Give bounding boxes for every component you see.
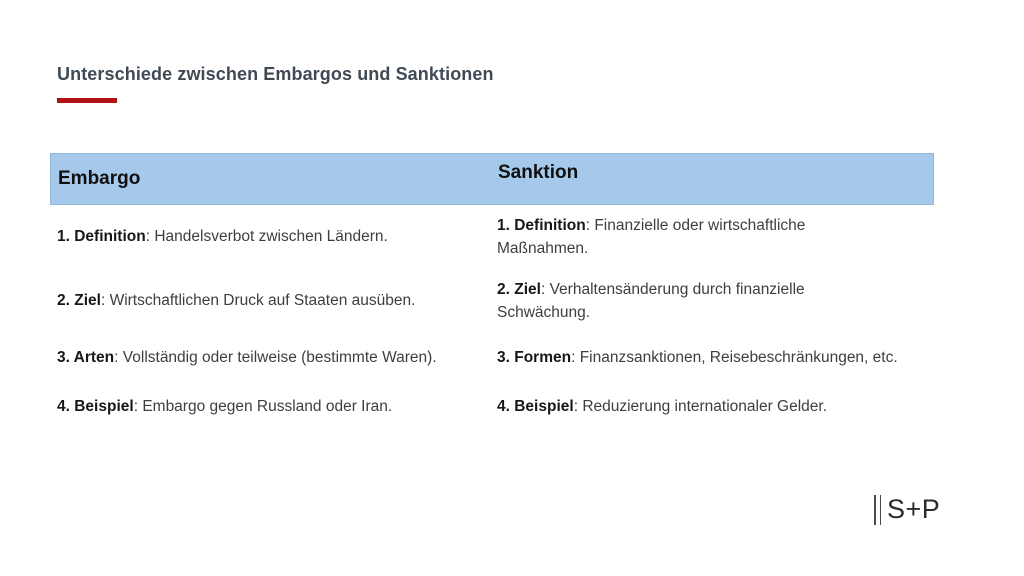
- table-body: [50, 205, 934, 431]
- logo-bars-icon: [874, 495, 885, 525]
- column-header-embargo: Embargo: [58, 168, 141, 189]
- separator: :: [571, 348, 580, 366]
- cell-sanktion-ziel: 2. Ziel: Verhaltensänderung durch finanzielle Schwächung.: [497, 280, 805, 321]
- cell-text: Finanzielle oder wirtschaftliche Maßnahmen.: [497, 216, 806, 257]
- cell-sanktion-formen: 3. Formen: Finanzsanktionen, Reisebeschränkungen, etc.: [497, 348, 898, 366]
- cell-text: Wirtschaftlichen Druck auf Staaten ausüben.: [109, 292, 416, 310]
- separator: :: [540, 280, 550, 298]
- logo-bar: [880, 495, 882, 525]
- separator: :: [585, 216, 595, 234]
- logo-text: S+P: [887, 494, 941, 524]
- cell-text: Embargo gegen Russland oder Iran.: [142, 397, 393, 415]
- cell-text: Reduzierung internationaler Gelder.: [582, 397, 828, 415]
- logo: [874, 494, 940, 525]
- column-header-sanktion: Sanktion: [498, 162, 579, 183]
- separator: :: [573, 397, 583, 415]
- cell-text: Finanzsanktionen, Reisebeschränkungen, etc.: [579, 348, 898, 366]
- cell-embargo-definition: 1. Definition: Handelsverbot zwischen Ländern.: [57, 228, 388, 246]
- comparison-table: [50, 153, 934, 431]
- separator: :: [114, 348, 123, 366]
- cell-embargo-beispiel: 4. Beispiel: Embargo gegen Russland oder Iran.: [57, 397, 393, 415]
- cell-embargo-ziel: 2. Ziel: Wirtschaftlichen Druck auf Staaten ausüben.: [57, 292, 416, 310]
- separator: :: [133, 397, 143, 415]
- cell-sanktion-definition: 1. Definition: Finanzielle oder wirtschaftliche Maßnahmen.: [497, 216, 806, 257]
- cell-text: Verhaltensänderung durch finanzielle Schwächung.: [497, 280, 805, 321]
- separator: :: [145, 228, 155, 246]
- page-title: Unterschiede zwischen Embargos und Sanktionen: [57, 64, 494, 84]
- logo-bar: [874, 495, 876, 525]
- separator: :: [100, 292, 110, 310]
- cell-text: Handelsverbot zwischen Ländern.: [154, 228, 388, 246]
- table-header-row: [50, 153, 934, 205]
- cell-embargo-arten: 3. Arten: Vollständig oder teilweise (bestimmte Waren).: [57, 348, 437, 366]
- cell-sanktion-beispiel: 4. Beispiel: Reduzierung internationaler Gelder.: [497, 397, 828, 415]
- cell-text: Vollständig oder teilweise (bestimmte Waren).: [122, 348, 437, 366]
- title-underline: [57, 98, 117, 103]
